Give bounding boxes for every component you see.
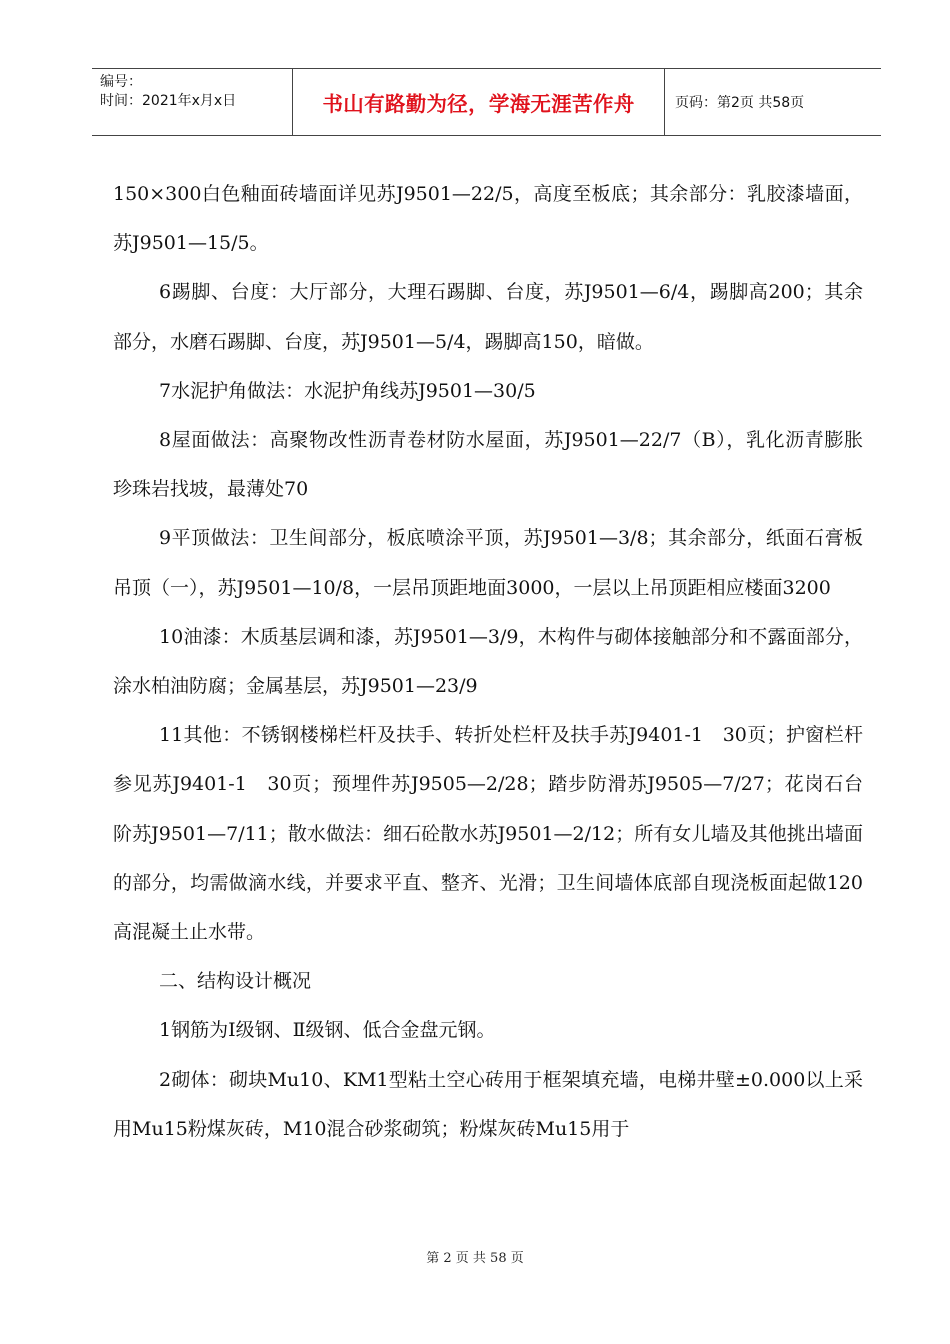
page-footer: 第 2 页 共 58 页 bbox=[426, 1251, 524, 1266]
header-motto: 书山有路勤为径，学海无涯苦作舟 bbox=[293, 69, 665, 135]
paragraph: 6踢脚、台度：大厅部分，大理石踢脚、台度，苏J9501—6/4，踢脚高200；其余部分，水磨石踢脚、台度，苏J9501—5/4，踢脚高150，暗做。 bbox=[113, 281, 863, 353]
paragraph: 11其他：不锈钢楼梯栏杆及扶手、转折处栏杆及扶手苏J9401-1 30页；护窗栏杆参见苏J9401-1 30页；预埋件苏J9505—2/28；踏步防滑苏J9505—7/27；花岗石台阶苏J9501—7/11；散水做法：细石砼散水苏J9501—2/12；所有女儿墙及其他挑出墙面的部分，均需做滴水线，并要求平直、整齐、光滑；卫生间墙体底部自现浇板面起做120高混凝土止水带。 bbox=[113, 724, 863, 944]
section-heading: 二、结构设计概况 bbox=[159, 970, 312, 993]
document-body bbox=[113, 170, 863, 1154]
paragraph: 7水泥护角做法：水泥护角线苏J9501—30/5 bbox=[159, 379, 536, 402]
paragraph: 2砌体：砌块Mu10、KM1型粘土空心砖用于框架填充墙，电梯井壁±0.000以上采用Mu15粉煤灰砖，M10混合砂浆砌筑；粉煤灰砖Mu15用于 bbox=[113, 1068, 863, 1140]
time-label: 时间：2021年x月x日 bbox=[100, 93, 237, 109]
paragraph: 9平顶做法：卫生间部分，板底喷涂平顶，苏J9501—3/8；其余部分，纸面石膏板吊顶（一），苏J9501—10/8，一层吊顶距地面3000，一层以上吊顶距相应楼面3200 bbox=[113, 527, 863, 599]
paragraph: 10油漆：木质基层调和漆，苏J9501—3/9，木构件与砌体接触部分和不露面部分，涂水柏油防腐；金属基层，苏J9501—23/9 bbox=[113, 625, 863, 698]
page-header bbox=[92, 68, 881, 136]
paragraph: 8屋面做法：高聚物改性沥青卷材防水屋面，苏J9501—22/7（B），乳化沥青膨胀珍珠岩找坡，最薄处70 bbox=[113, 429, 863, 501]
number-label: 编号： bbox=[100, 74, 142, 90]
header-meta bbox=[92, 69, 293, 135]
paragraph: 150×300白色釉面砖墙面详见苏J9501—22/5，高度至板底；其余部分：乳胶漆墙面，苏J9501—15/5。 bbox=[113, 183, 863, 255]
paragraph: 1钢筋为Ⅰ级钢、Ⅱ级钢、低合金盘元钢。 bbox=[159, 1019, 496, 1042]
header-page-info: 页码：第2页 共58页 bbox=[675, 95, 805, 111]
